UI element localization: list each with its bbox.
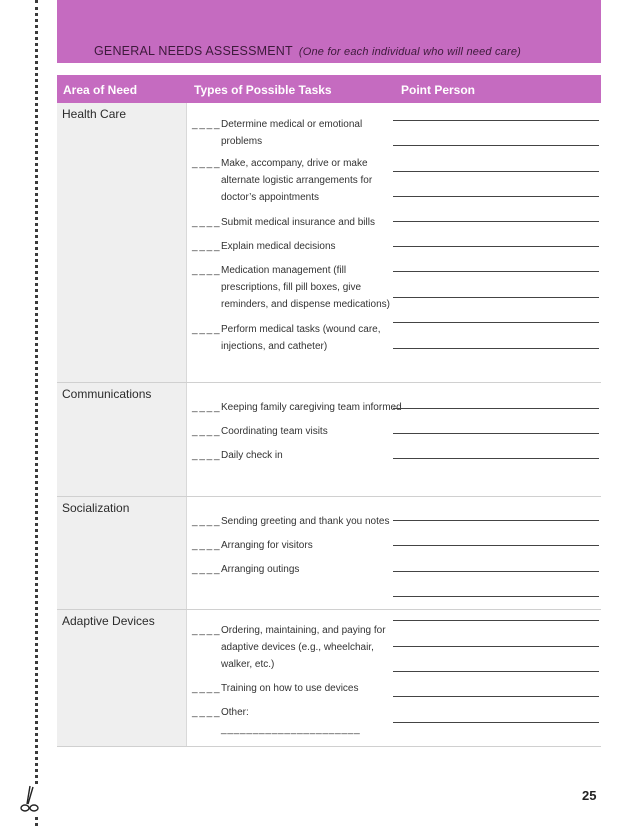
task-item [192, 262, 392, 313]
area-cell [57, 610, 187, 746]
point-person-line[interactable] [393, 696, 599, 697]
task-checkbox-blank[interactable]: _ _ _ _ [192, 625, 220, 636]
point-person-line[interactable] [393, 620, 599, 621]
other-write-in-line[interactable] [192, 721, 402, 738]
point-person-line[interactable] [393, 145, 599, 146]
perforation-line [35, 0, 38, 826]
task-item [192, 214, 392, 231]
other-write-in-blank[interactable]: _ _ _ _ _ _ _ _ _ _ _ _ _ _ _ _ _ _ _ _ _ _ [221, 724, 359, 735]
section-socialization [57, 497, 601, 610]
area-cell [57, 497, 187, 609]
task-item [192, 116, 392, 150]
task-checkbox-blank[interactable]: _ _ _ _ [192, 450, 220, 461]
page-number: 25 [582, 788, 597, 803]
point-person-line[interactable] [393, 297, 599, 298]
task-item [192, 537, 392, 554]
task-item [192, 513, 392, 530]
column-header-person: Point Person [401, 83, 476, 97]
task-item [192, 155, 392, 206]
task-label: Medication management (fill prescriptions, fill pill boxes, give reminders, and dispense medications) [221, 265, 390, 310]
task-item [192, 622, 392, 673]
point-person-line[interactable] [393, 520, 599, 521]
task-item [192, 680, 392, 697]
task-label: Other: [221, 707, 249, 718]
section-health-care [57, 103, 601, 383]
area-cell [57, 103, 187, 382]
task-checkbox-blank[interactable]: _ _ _ _ [192, 402, 220, 413]
task-checkbox-blank[interactable]: _ _ _ _ [192, 426, 220, 437]
task-item [192, 321, 392, 355]
task-item [192, 423, 392, 440]
area-label: Socialization [62, 501, 130, 515]
task-item [192, 238, 392, 255]
scissors-icon [17, 784, 43, 814]
task-checkbox-blank[interactable]: _ _ _ _ [192, 324, 220, 335]
point-person-line[interactable] [393, 271, 599, 272]
task-label: Sending greeting and thank you notes [221, 516, 390, 527]
task-checkbox-blank[interactable]: _ _ _ _ [192, 564, 220, 575]
task-label: Determine medical or emotional problems [221, 119, 363, 147]
point-person-line[interactable] [393, 571, 599, 572]
task-checkbox-blank[interactable]: _ _ _ _ [192, 241, 220, 252]
task-checkbox-blank[interactable]: _ _ _ _ [192, 707, 220, 718]
task-checkbox-blank[interactable]: _ _ _ _ [192, 683, 220, 694]
task-checkbox-blank[interactable]: _ _ _ _ [192, 217, 220, 228]
page-title-text: GENERAL NEEDS ASSESSMENT [94, 44, 293, 58]
point-person-line[interactable] [393, 545, 599, 546]
header-band [57, 0, 601, 63]
point-person-line[interactable] [393, 348, 599, 349]
task-label: Submit medical insurance and bills [221, 217, 375, 228]
task-label: Perform medical tasks (wound care, injections, and catheter) [221, 324, 381, 352]
point-person-line[interactable] [393, 120, 599, 121]
area-label: Adaptive Devices [62, 614, 155, 628]
task-label: Daily check in [221, 450, 283, 461]
task-item [192, 399, 402, 416]
task-item [192, 561, 392, 578]
table-header-row [57, 75, 601, 103]
column-header-tasks: Types of Possible Tasks [194, 83, 332, 97]
column-header-area: Area of Need [63, 83, 138, 97]
point-person-line[interactable] [393, 221, 599, 222]
section-communications [57, 383, 601, 497]
point-person-line[interactable] [393, 322, 599, 323]
task-label: Arranging outings [221, 564, 300, 575]
area-label: Communications [62, 387, 152, 401]
point-person-line[interactable] [393, 671, 599, 672]
task-item [192, 704, 392, 721]
task-checkbox-blank[interactable]: _ _ _ _ [192, 119, 220, 130]
task-label: Explain medical decisions [221, 241, 336, 252]
task-checkbox-blank[interactable]: _ _ _ _ [192, 158, 220, 169]
task-label: Make, accompany, drive or make alternate logistic arrangements for doctor’s appointments [221, 158, 373, 203]
task-checkbox-blank[interactable]: _ _ _ _ [192, 540, 220, 551]
task-label: Training on how to use devices [221, 683, 359, 694]
task-item [192, 447, 392, 464]
task-label: Ordering, maintaining, and paying for adaptive devices (e.g., wheelchair, walker, etc.) [221, 625, 386, 670]
page-title-note: (One for each individual who will need care) [298, 46, 522, 58]
task-label: Keeping family caregiving team informed [221, 402, 402, 413]
point-person-line[interactable] [393, 458, 599, 459]
area-label: Health Care [62, 107, 127, 121]
section-adaptive-devices [57, 610, 601, 747]
point-person-line[interactable] [393, 646, 599, 647]
task-checkbox-blank[interactable]: _ _ _ _ [192, 516, 220, 527]
page-title [94, 44, 521, 58]
point-person-line[interactable] [393, 246, 599, 247]
task-label: Arranging for visitors [221, 540, 313, 551]
task-label: Coordinating team visits [221, 426, 328, 437]
task-checkbox-blank[interactable]: _ _ _ _ [192, 265, 220, 276]
point-person-line[interactable] [393, 722, 599, 723]
area-cell [57, 383, 187, 496]
point-person-line[interactable] [393, 433, 599, 434]
point-person-line[interactable] [393, 171, 599, 172]
point-person-line[interactable] [393, 408, 599, 409]
point-person-line[interactable] [393, 596, 599, 597]
point-person-line[interactable] [393, 196, 599, 197]
